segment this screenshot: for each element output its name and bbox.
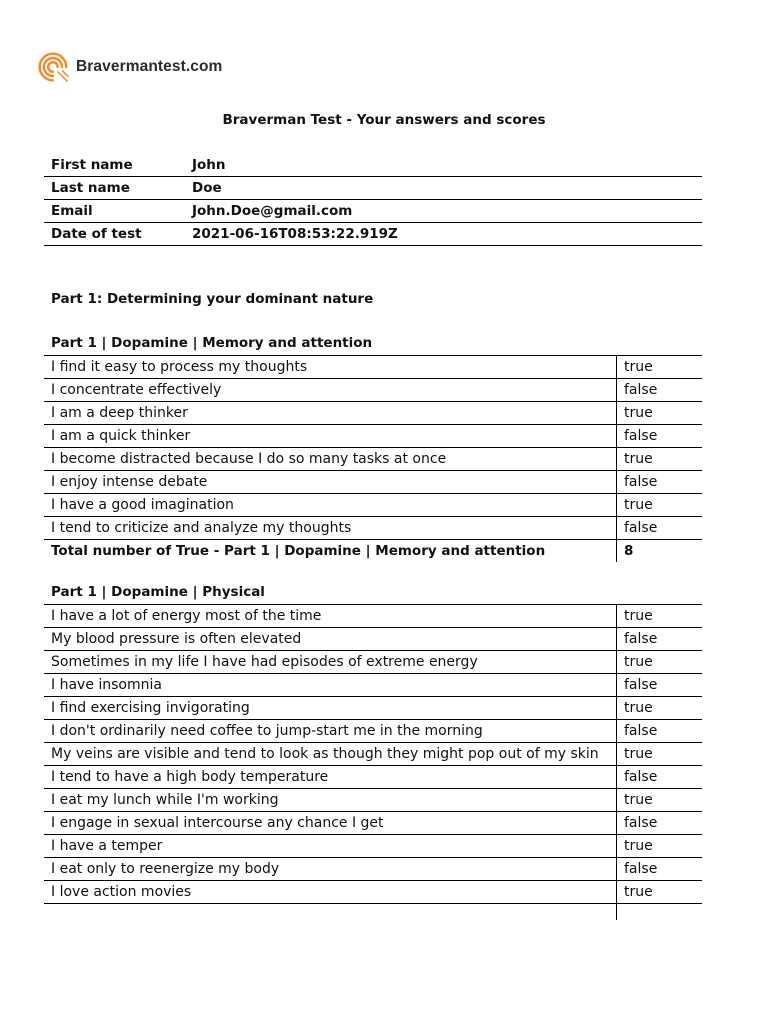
answer-row [44, 812, 702, 835]
answers-table [44, 604, 702, 920]
info-row [44, 200, 702, 223]
answer-row [44, 881, 702, 904]
question: I have a lot of energy most of the time [44, 605, 617, 628]
answer-row [44, 651, 702, 674]
question: I tend to have a high body temperature [44, 766, 617, 789]
answer-row [44, 789, 702, 812]
info-value: John [185, 154, 702, 177]
answer: false [617, 858, 703, 881]
question: Sometimes in my life I have had episodes of extreme energy [44, 651, 617, 674]
logo-icon [33, 48, 71, 86]
answer: false [617, 471, 703, 494]
question: My blood pressure is often elevated [44, 628, 617, 651]
answer: true [617, 697, 703, 720]
part-heading: Part 1: Determining your dominant nature [51, 291, 374, 307]
answer: true [617, 605, 703, 628]
question: I enjoy intense debate [44, 471, 617, 494]
question: I eat my lunch while I'm working [44, 789, 617, 812]
answer: false [617, 812, 703, 835]
question: I am a deep thinker [44, 402, 617, 425]
answer-row [44, 766, 702, 789]
answer-row [44, 743, 702, 766]
info-label: Date of test [44, 223, 185, 246]
answer: false [617, 379, 703, 402]
empty-row [44, 904, 702, 921]
info-value: 2021-06-16T08:53:22.919Z [185, 223, 702, 246]
answer-row [44, 858, 702, 881]
question: I find exercising invigorating [44, 697, 617, 720]
answer-row [44, 448, 702, 471]
question: I become distracted because I do so many tasks at once [44, 448, 617, 471]
answer: false [617, 674, 703, 697]
answer-row [44, 425, 702, 448]
answer-row [44, 471, 702, 494]
answer: false [617, 517, 703, 540]
answer: true [617, 881, 703, 904]
info-row [44, 154, 702, 177]
page-title: Braverman Test - Your answers and scores [222, 112, 546, 128]
answer: true [617, 789, 703, 812]
info-value: John.Doe@gmail.com [185, 200, 702, 223]
question: I love action movies [44, 881, 617, 904]
section-title: Part 1 | Dopamine | Memory and attention [51, 335, 373, 351]
info-label: Email [44, 200, 185, 223]
info-row [44, 223, 702, 246]
info-label: Last name [44, 177, 185, 200]
question: I am a quick thinker [44, 425, 617, 448]
answer-row [44, 628, 702, 651]
answer-row [44, 835, 702, 858]
info-row [44, 177, 702, 200]
question: I have a temper [44, 835, 617, 858]
answer-row [44, 697, 702, 720]
question: I tend to criticize and analyze my thoughts [44, 517, 617, 540]
answer: false [617, 766, 703, 789]
total-label: Total number of True - Part 1 | Dopamine | Memory and attention [44, 540, 617, 563]
question: I have insomnia [44, 674, 617, 697]
total-row [44, 540, 702, 563]
question: I find it easy to process my thoughts [44, 356, 617, 379]
answer: false [617, 425, 703, 448]
section-title: Part 1 | Dopamine | Physical [51, 584, 265, 600]
answer-row [44, 402, 702, 425]
question: I eat only to reenergize my body [44, 858, 617, 881]
answer-row [44, 605, 702, 628]
answer-row [44, 494, 702, 517]
question: My veins are visible and tend to look as though they might pop out of my skin [44, 743, 617, 766]
info-value: Doe [185, 177, 702, 200]
answer-row [44, 674, 702, 697]
question: I don't ordinarily need coffee to jump-start me in the morning [44, 720, 617, 743]
answer: true [617, 835, 703, 858]
answer: false [617, 720, 703, 743]
info-label: First name [44, 154, 185, 177]
answer: true [617, 448, 703, 471]
answer-row [44, 517, 702, 540]
answer: true [617, 743, 703, 766]
question: I engage in sexual intercourse any chance I get [44, 812, 617, 835]
total-value: 8 [617, 540, 703, 563]
user-info-table [44, 154, 702, 246]
answer: true [617, 651, 703, 674]
answer: true [617, 402, 703, 425]
question: I have a good imagination [44, 494, 617, 517]
question: I concentrate effectively [44, 379, 617, 402]
answer: false [617, 628, 703, 651]
answer-row [44, 379, 702, 402]
answers-table [44, 355, 702, 562]
answer: true [617, 494, 703, 517]
brand-logo [33, 48, 222, 86]
answer: true [617, 356, 703, 379]
answer-row [44, 356, 702, 379]
brand-name: Bravermantest.com [76, 58, 223, 75]
answer-row [44, 720, 702, 743]
